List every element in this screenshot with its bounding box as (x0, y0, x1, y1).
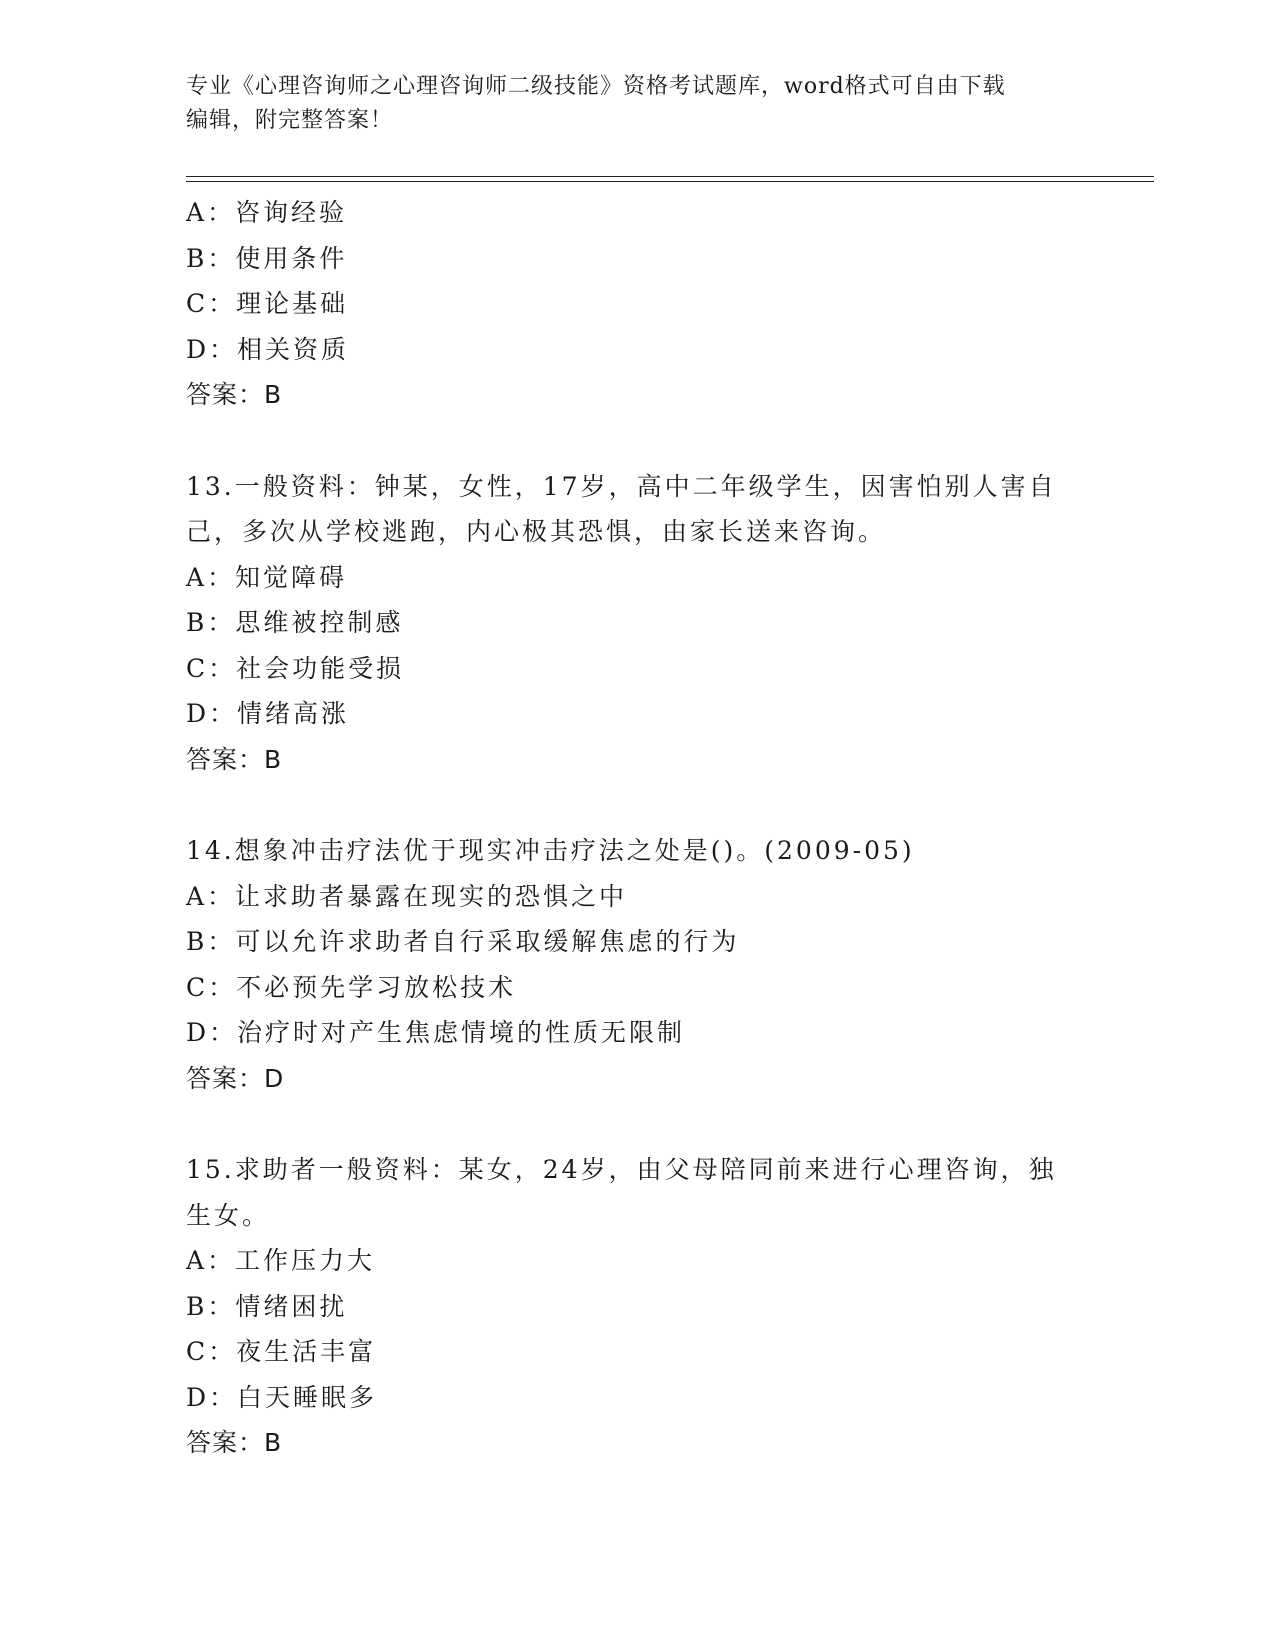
answer-text: 答案：B (186, 1428, 283, 1457)
question-block-14 (186, 828, 1086, 1101)
option-d: D：情绪高涨 (186, 699, 350, 728)
option-b: B：可以允许求助者自行采取缓解焦虑的行为 (186, 927, 740, 956)
option-b: B：使用条件 (186, 243, 348, 273)
question-text: 15.求助者一般资料：某女，24岁，由父母陪同前来进行心理咨询，独 (186, 1155, 1057, 1184)
header-line-2: 编辑，附完整答案！ (186, 108, 394, 133)
question-block-13 (186, 464, 1086, 783)
header-divider-top (186, 176, 1154, 177)
answer-text: 答案：D (186, 1063, 285, 1093)
option-c: C：社会功能受损 (186, 653, 405, 683)
question-text: 13.一般资料：钟某，女性，17岁，高中二年级学生，因害怕别人害自 (186, 471, 1057, 501)
option-d: D：白天睡眠多 (186, 1382, 378, 1412)
option-b: B：情绪困扰 (186, 1291, 348, 1321)
option-d: D：治疗时对产生焦虑情境的性质无限制 (186, 1018, 686, 1047)
option-a: A：让求助者暴露在现实的恐惧之中 (186, 881, 628, 911)
question-list (186, 190, 1086, 1466)
option-d: D：相关资质 (186, 334, 350, 364)
option-a: A：工作压力大 (186, 1246, 376, 1275)
option-c: C：不必预先学习放松技术 (186, 972, 517, 1002)
answer-text: 答案：B (186, 744, 283, 774)
question-text: 己，多次从学校逃跑，内心极其恐惧，由家长送来咨询。 (186, 517, 887, 546)
option-a: A：咨询经验 (186, 198, 348, 227)
question-text: 生女。 (186, 1200, 271, 1230)
header-divider-bottom (186, 181, 1154, 182)
header-line-1: 专业《心理咨询师之心理咨询师二级技能》资格考试题库，word格式可自由下载 (186, 74, 1006, 99)
option-c: C：夜生活丰富 (186, 1337, 377, 1366)
question-block-12 (186, 190, 1086, 418)
question-text: 14.想象冲击疗法优于现实冲击疗法之处是()。(2009-05) (186, 836, 915, 865)
question-block-15 (186, 1147, 1086, 1466)
option-b: B：思维被控制感 (186, 608, 404, 637)
option-c: C：理论基础 (186, 289, 349, 318)
option-a: A：知觉障碍 (186, 562, 348, 592)
answer-text: 答案：B (186, 380, 283, 409)
document-header (186, 70, 1086, 138)
